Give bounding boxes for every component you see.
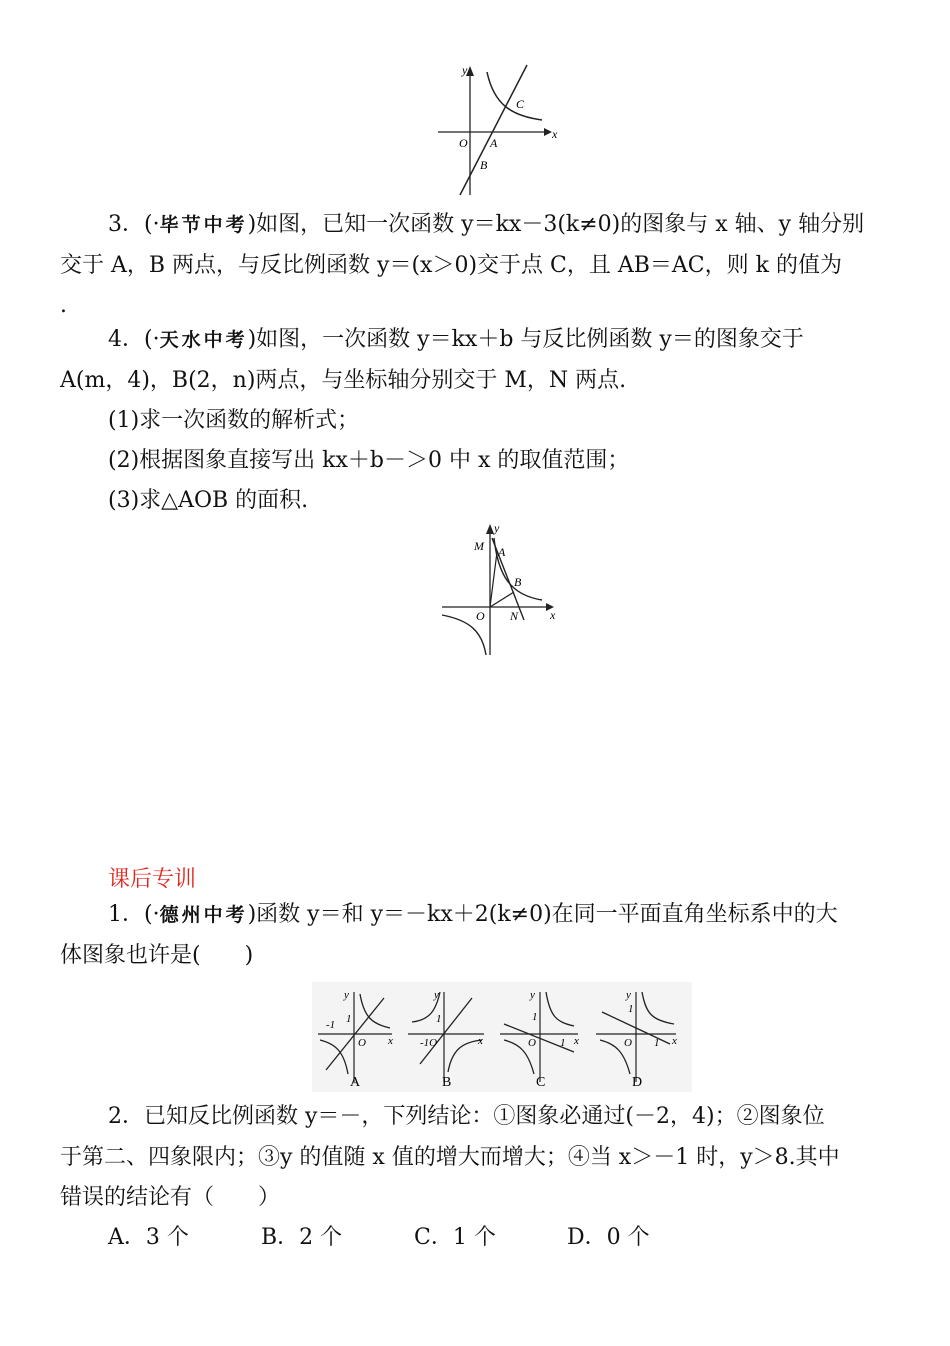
h1-source: 德州中考 bbox=[159, 904, 248, 926]
opt-a-y: y bbox=[344, 989, 349, 1001]
opt-c-O: O bbox=[528, 1037, 536, 1049]
figure-aob bbox=[438, 520, 568, 660]
h1-number: 1．(· bbox=[108, 902, 160, 927]
label-A: A bbox=[490, 136, 498, 150]
options-figure bbox=[312, 982, 692, 1092]
section-title: 课后专训 bbox=[108, 867, 197, 892]
opt-d-O: O bbox=[624, 1037, 632, 1049]
opt-d-x: x bbox=[672, 1035, 677, 1047]
opt-c-x: x bbox=[574, 1035, 579, 1047]
h2-line3: 错误的结论有（ ） bbox=[60, 1185, 281, 1210]
choice-d: D．0 个 bbox=[567, 1225, 650, 1250]
segment-OA bbox=[490, 552, 497, 607]
opt-c-1y: 1 bbox=[532, 1011, 538, 1023]
label-y: y bbox=[494, 521, 500, 535]
label-O: O bbox=[476, 609, 485, 623]
label-O: O bbox=[459, 136, 468, 150]
q3-line3: . bbox=[60, 293, 67, 318]
opt-c-1: 1 bbox=[560, 1037, 566, 1049]
opt-b-y: y bbox=[434, 989, 439, 1001]
q4-sub2: (2)根据图象直接写出 kx＋b－＞0 中 x 的取值范围； bbox=[108, 448, 630, 473]
y-axis-arrow bbox=[486, 524, 494, 534]
q4-line1 bbox=[108, 325, 948, 355]
q4-sub3: (3)求△AOB 的面积. bbox=[108, 488, 309, 513]
opt-d-1y: 1 bbox=[628, 1003, 634, 1015]
opt-b-x: x bbox=[478, 1035, 483, 1047]
label-B: B bbox=[514, 575, 522, 589]
q3-line1 bbox=[108, 210, 948, 240]
label-B: B bbox=[480, 158, 488, 172]
opt-a-O: O bbox=[358, 1037, 366, 1049]
opt-d-1: 1 bbox=[654, 1037, 660, 1049]
label-y: y bbox=[462, 63, 468, 77]
opt-d-y: y bbox=[626, 989, 631, 1001]
option-a-label: A bbox=[350, 1075, 361, 1090]
opt-a-x: x bbox=[388, 1035, 393, 1047]
choice-b: B．2 个 bbox=[261, 1225, 343, 1250]
q4-text: )如图，一次函数 y＝kx＋b 与反比例函数 y＝的图象交于 bbox=[247, 327, 804, 352]
q3-text: )如图，已知一次函数 y＝kx－3(k≠0)的图象与 x 轴、y 轴分别 bbox=[247, 212, 865, 237]
segment-OB bbox=[490, 592, 514, 607]
h2-line2: 于第二、四象限内；③y 的值随 x 值的增大而增大；④当 x＞－1 时，y＞8.其中 bbox=[60, 1145, 840, 1170]
label-M: M bbox=[474, 539, 484, 553]
h2-choices bbox=[108, 1223, 948, 1253]
label-C: C bbox=[516, 97, 525, 111]
option-c-label: C bbox=[536, 1075, 546, 1090]
figure-line-hyperbola bbox=[432, 60, 572, 200]
label-N: N bbox=[510, 609, 519, 623]
h1-text: )函数 y＝和 y＝－kx＋2(k≠0)在同一平面直角坐标系中的大 bbox=[247, 902, 838, 927]
label-x: x bbox=[552, 127, 558, 141]
opt-b-1: 1 bbox=[436, 1013, 442, 1025]
h2-line1: 2．已知反比例函数 y＝－，下列结论：①图象必通过(－2，4)；②图象位 bbox=[108, 1104, 825, 1129]
q4-line2: A(m，4)，B(2，n)两点，与坐标轴分别交于 M，N 两点. bbox=[60, 368, 627, 393]
x-axis-arrow bbox=[544, 128, 552, 136]
opt-b-neg1O: -1O bbox=[420, 1037, 438, 1049]
q4-sub1: (1)求一次函数的解析式； bbox=[108, 408, 360, 433]
h1-line2: 体图象也许是( ) bbox=[60, 943, 254, 968]
q3-line2: 交于 A，B 两点，与反比例函数 y＝(x＞0)交于点 C，且 AB＝AC，则 k 的值为 bbox=[60, 253, 842, 278]
q4-source: 天水中考 bbox=[159, 329, 248, 351]
option-b-label: B bbox=[442, 1075, 452, 1090]
opt-a-neg1: -1 bbox=[326, 1019, 336, 1031]
label-x: x bbox=[550, 608, 556, 622]
q3-number: 3．(· bbox=[108, 212, 160, 237]
h1-line1 bbox=[108, 900, 948, 930]
label-A: A bbox=[498, 545, 506, 559]
q3-source: 毕节中考 bbox=[159, 214, 248, 236]
opt-a-1: 1 bbox=[346, 1013, 352, 1025]
option-d-label: D bbox=[632, 1075, 643, 1090]
opt-c-y: y bbox=[530, 989, 535, 1001]
choice-c: C．1 个 bbox=[414, 1225, 496, 1250]
q4-number: 4．(· bbox=[108, 327, 160, 352]
choice-a: A．3 个 bbox=[108, 1225, 189, 1250]
hyperbola-curve bbox=[487, 72, 542, 120]
